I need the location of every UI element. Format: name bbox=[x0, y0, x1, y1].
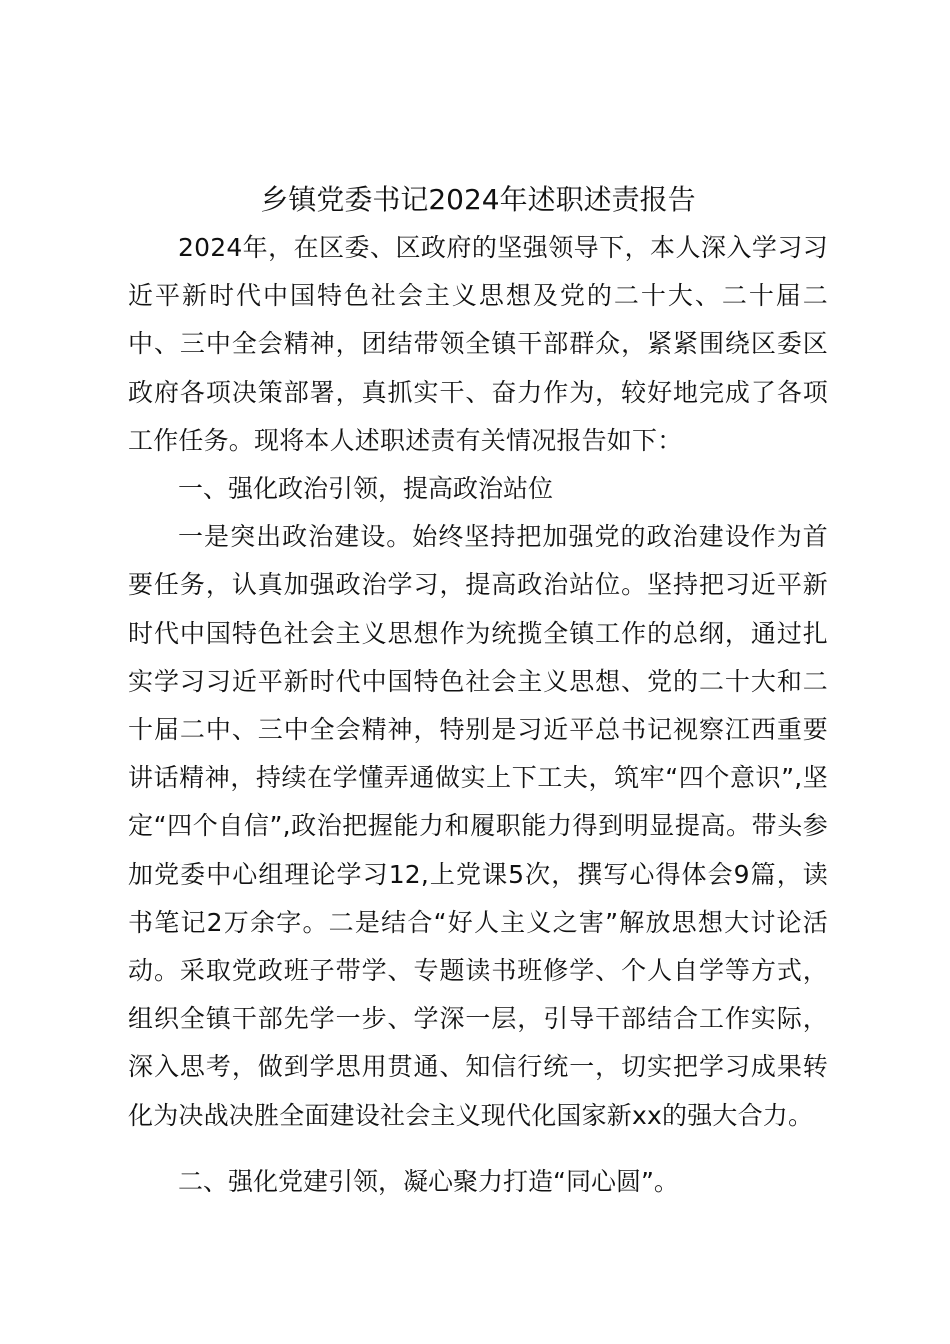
document-title: 乡镇党委书记2024年述职述责报告 bbox=[260, 183, 696, 216]
document-page bbox=[128, 176, 828, 1206]
section-1-heading: 一、强化政治引领，提高政治站位 bbox=[178, 474, 554, 504]
intro-paragraph: 2024年，在区委、区政府的坚强领导下，本人深入学习习近平新时代中国特色社会主义思想及党的二十大、二十届二中、三中全会精神，团结带领全镇干部群众，紧紧围绕区委区政府各项决策部署，真抓实干、奋力作为，较好地完成了各项工作任务。现将本人述职述责有关情况报告如下： bbox=[128, 233, 828, 455]
section-1-body: 一是突出政治建设。始终坚持把加强党的政治建设作为首要任务，认真加强政治学习，提高政治站位。坚持把习近平新时代中国特色社会主义思想作为统揽全镇工作的总纲，通过扎实学习习近平新时代中国特色社会主义思想、党的二十大和二十届二中、三中全会精神，特别是习近平总书记视察江西重要讲话精神，持续在学懂弄通做实上下工夫，筑牢“四个意识”,坚定“四个自信”,政治把握能力和履职能力得到明显提高。带头参加党委中心组理论学习12,上党课5次，撰写心得体会9篇，读书笔记2万余字。二是结合“好人主义之害”解放思想大讨论活动。采取党政班子带学、专题读书班修学、个人自学等方式，组织全镇干部先学一步、学深一层，引导干部结合工作实际，深入思考，做到学思用贯通、知信行统一，切实把学习成果转化为决战决胜全面建设社会主义现代化国家新xx的强大合力。 bbox=[128, 522, 828, 1130]
section-2-heading: 二、强化党建引领，凝心聚力打造“同心圆”。 bbox=[178, 1166, 679, 1196]
